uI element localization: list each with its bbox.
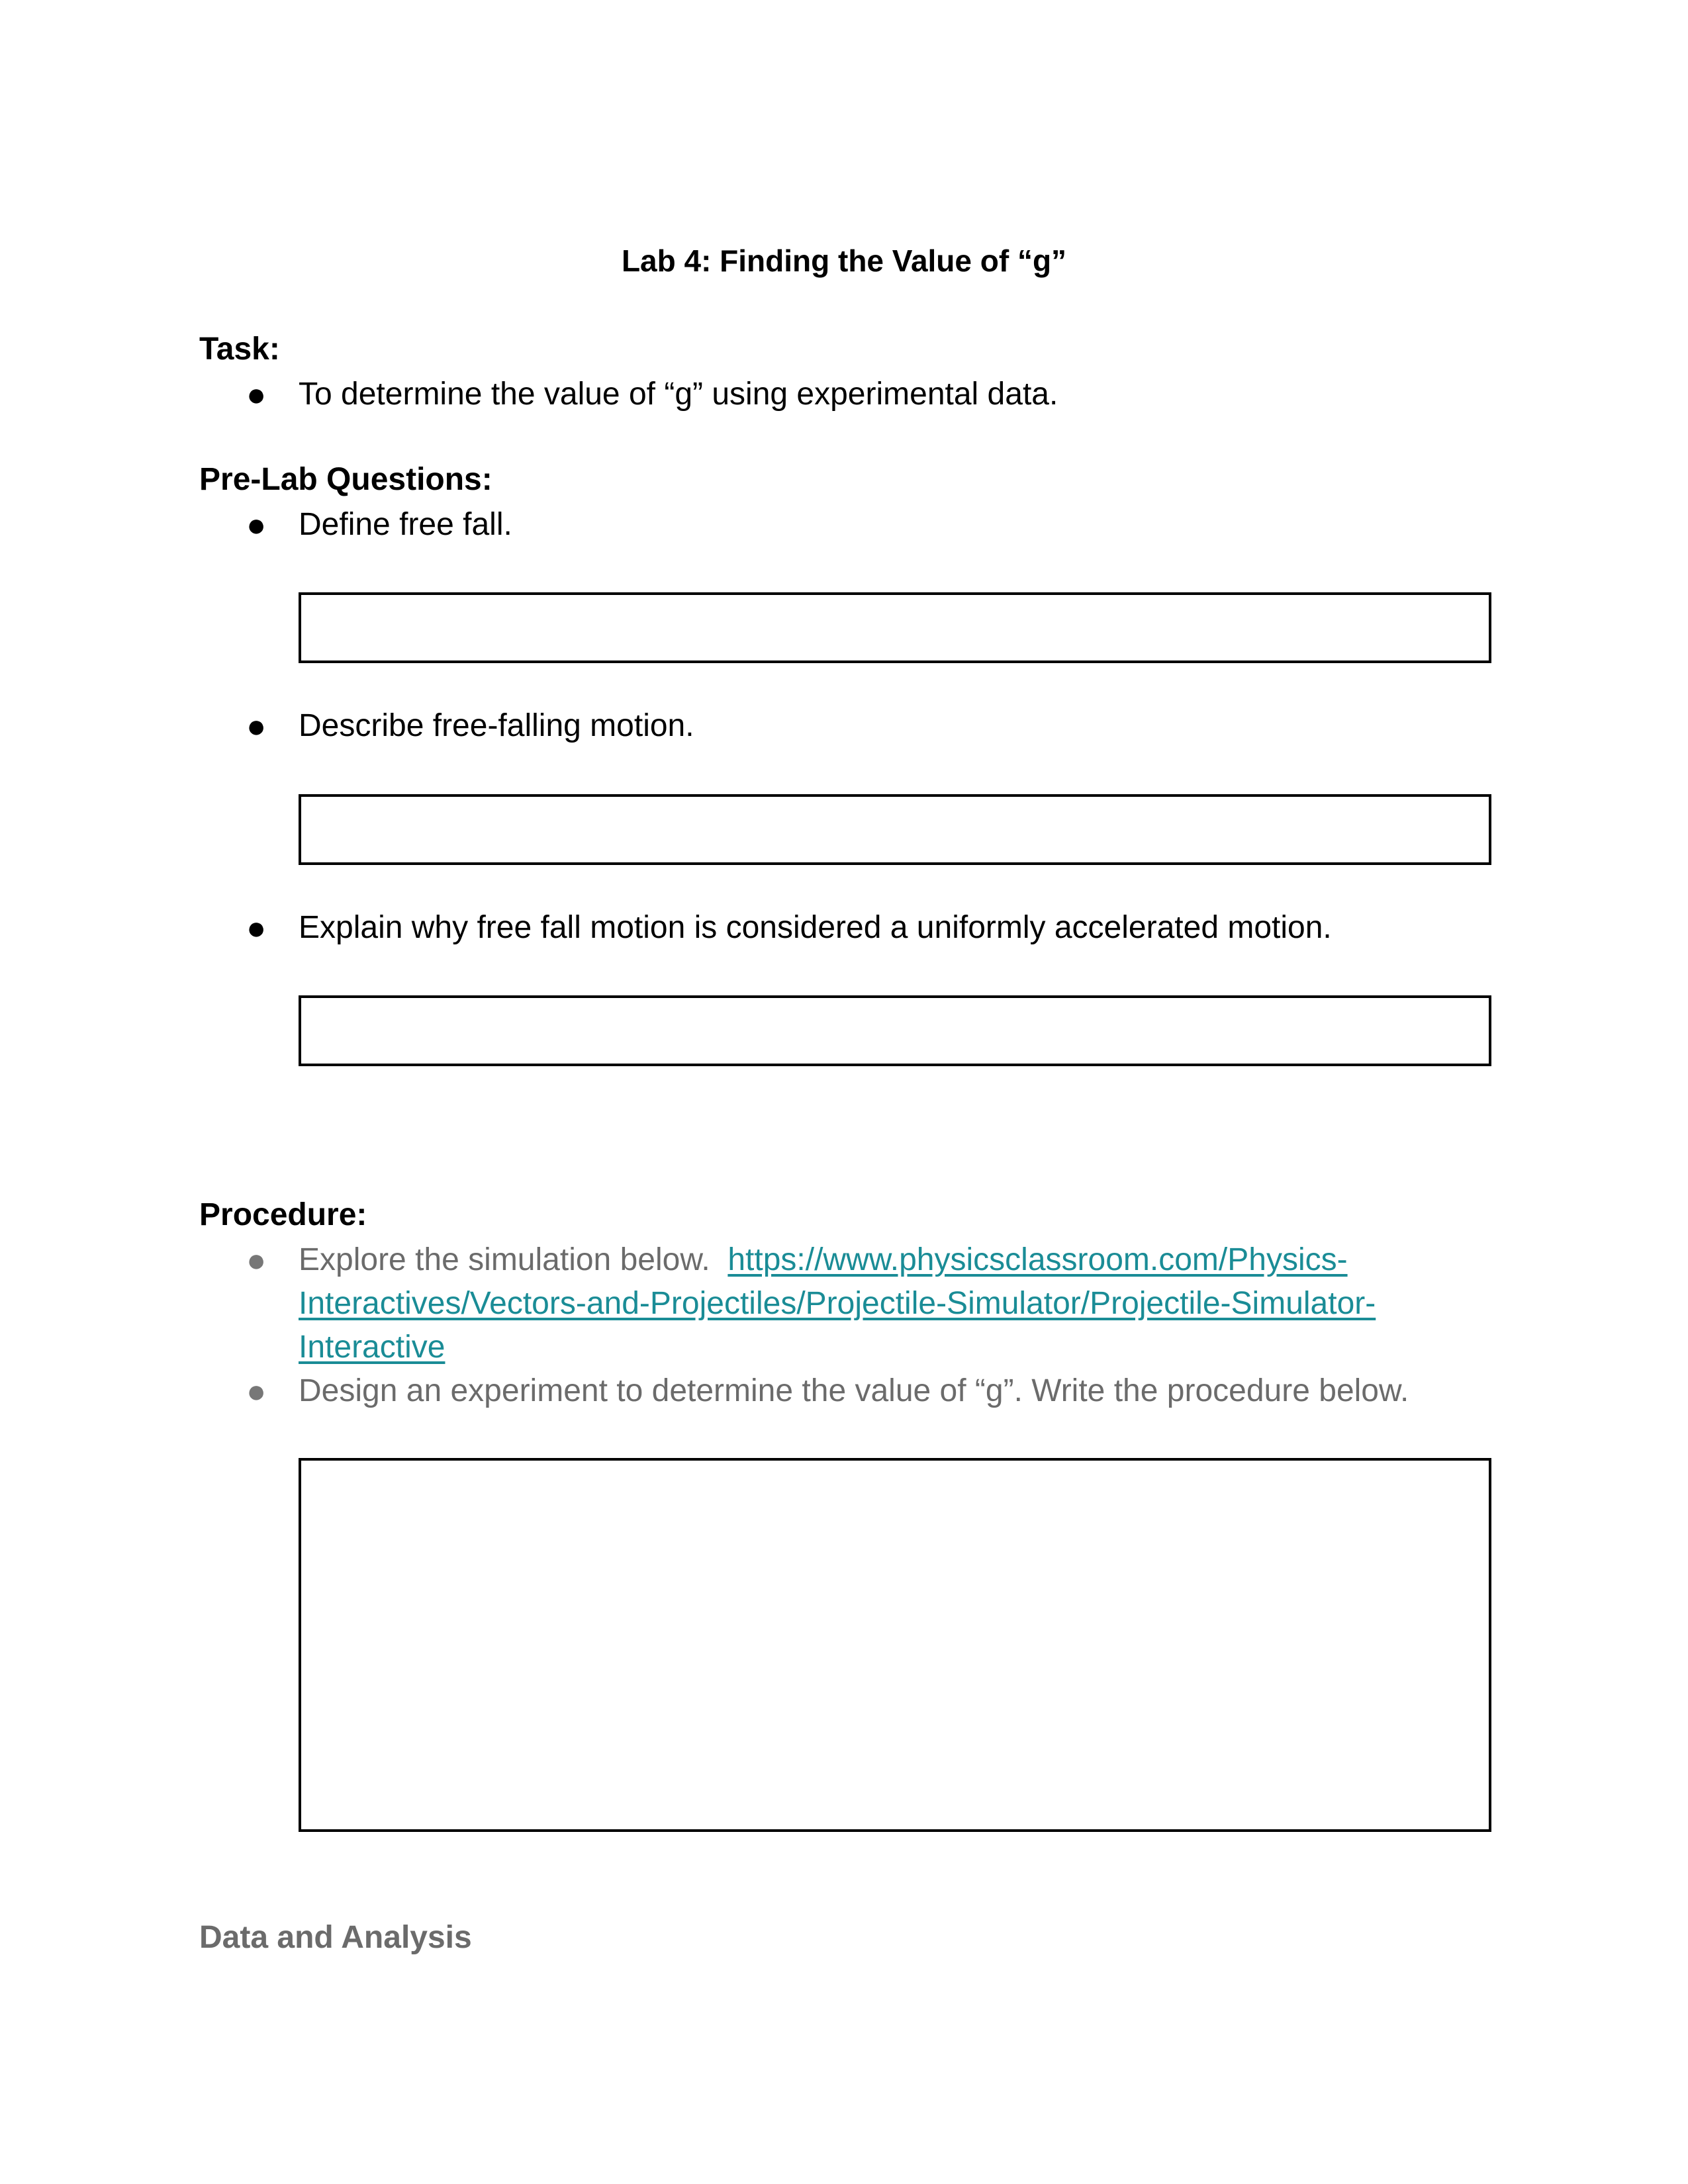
page-title: Lab 4: Finding the Value of “g” [621, 244, 1067, 278]
bullet-icon: ● [246, 506, 267, 543]
simulation-link-part-3[interactable]: Interactive [299, 1330, 445, 1365]
answer-box-2[interactable] [299, 794, 1491, 865]
procedure-heading: Procedure: [199, 1197, 367, 1232]
bullet-icon: ● [246, 376, 267, 413]
answer-box-1[interactable] [299, 592, 1491, 663]
bullet-icon: ● [246, 1242, 267, 1279]
prelab-question-3: Explain why free fall motion is considered a uniformly accelerated motion. [299, 910, 1332, 945]
answer-box-3[interactable] [299, 995, 1491, 1066]
bullet-icon: ● [246, 1373, 267, 1410]
task-item: To determine the value of “g” using experimental data. [299, 377, 1058, 412]
prelab-question-1: Define free fall. [299, 507, 512, 542]
prelab-question-2: Describe free-falling motion. [299, 708, 694, 743]
task-heading: Task: [199, 332, 280, 367]
prelab-heading: Pre-Lab Questions: [199, 462, 492, 497]
data-analysis-heading: Data and Analysis [199, 1920, 472, 1955]
procedure-explore-line [299, 1238, 1348, 1282]
simulation-link-part-2[interactable]: Interactives/Vectors-and-Projectiles/Projectile-Simulator/Projectile-Simulator- [299, 1286, 1376, 1321]
simulation-link-part-1[interactable]: https://www.physicsclassroom.com/Physics- [727, 1242, 1348, 1277]
procedure-answer-box[interactable] [299, 1458, 1491, 1832]
procedure-explore-text: Explore the simulation below. [299, 1242, 710, 1277]
bullet-icon: ● [246, 707, 267, 745]
bullet-icon: ● [246, 909, 267, 946]
procedure-design-text: Design an experiment to determine the value of “g”. Write the procedure below. [299, 1373, 1409, 1408]
